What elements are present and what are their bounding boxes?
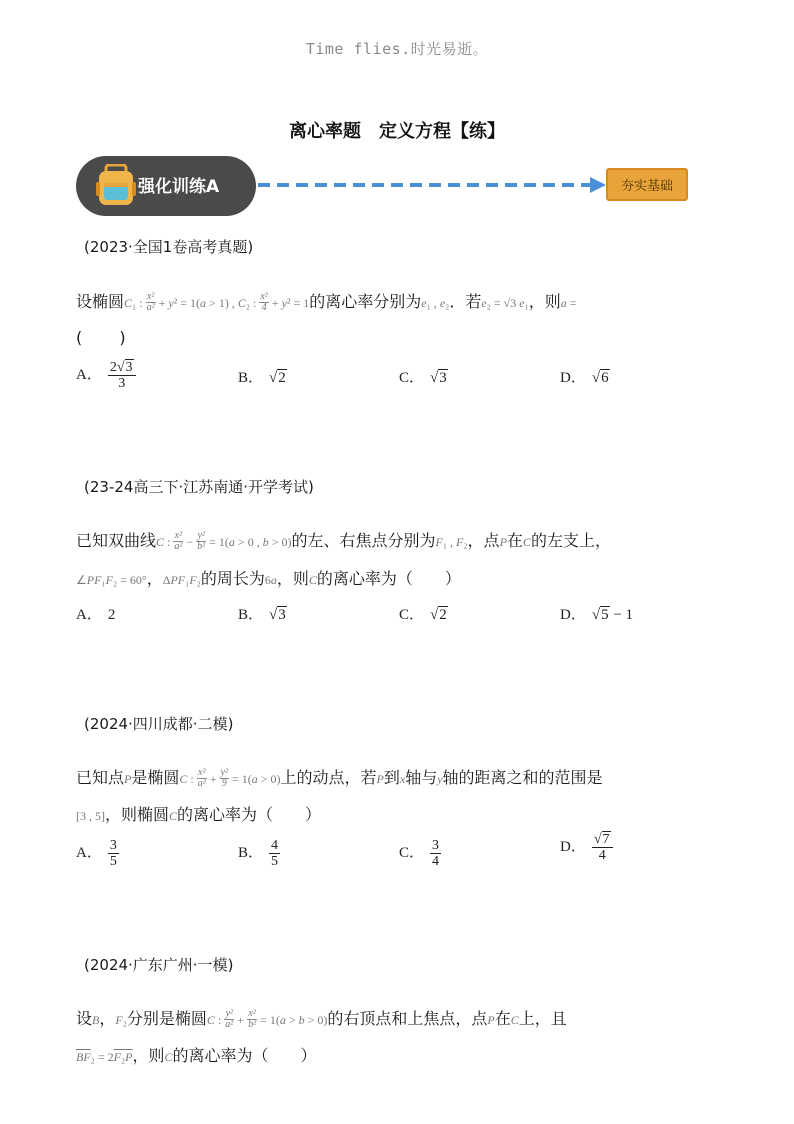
option-b[interactable]: B． √3: [238, 607, 286, 623]
option-a[interactable]: A． $\frac{2√3}{3}$: [76, 360, 136, 392]
option-d[interactable]: D． √5 − 1: [560, 607, 634, 623]
option-c[interactable]: C． √2: [399, 607, 447, 623]
question-source: (2024·四川成都·二模): [84, 715, 234, 733]
backpack-icon: [96, 164, 138, 208]
question-source: (2023·全国1卷高考真题): [84, 238, 254, 256]
answer-blank: ( ): [76, 328, 126, 347]
option-c[interactable]: C． $\frac{3}{4}$: [399, 838, 440, 870]
question-source: (2024·广东广州·一模): [84, 956, 234, 974]
question-stem-line2: ∠PF₁F₂ = 60°，ΔPF₁F₂的周长为6a，则C的离心率为（ ）: [76, 569, 461, 588]
option-d[interactable]: D． √6: [560, 370, 609, 386]
dashed-arrow: [256, 174, 608, 196]
option-b[interactable]: B． √2: [238, 370, 286, 386]
question-stem-line2: [3 , 5]，则椭圆C的离心率为（ ）: [76, 805, 322, 824]
question-stem: 已知双曲线C : $\frac{\text{x²}}{\text{a²}}$ − $\frac{\text{y²}}{\text{b²}}$ = 1(a > 0 , b > 0)的左、右焦点分别为F₁ , F₂，点P在C的左支上，: [76, 530, 611, 552]
banner-label: 强化训练A: [138, 177, 220, 197]
question-stem-line2: $\overline{BF}_2 = 2\overline{F}_2\overline{P}$，则C的离心率为（ ）: [76, 1046, 317, 1065]
question-source: (23-24高三下·江苏南通·开学考试): [84, 478, 314, 496]
question-stem: 设B，F₂分别是椭圆C : $\frac{\text{y²}}{\text{a²}}$ + $\frac{\text{x²}}{\text{b²}}$ = 1(a > b > 0)的右顶点和上焦点，点P在C上，且: [76, 1008, 567, 1030]
question-stem: 已知点P是椭圆C : $\frac{\text{x²}}{\text{a²}}$ + $\frac{\text{y²}}{9}$ = 1(a > 0)上的动点，若P到x轴与y轴的距离之和的范围是: [76, 767, 603, 789]
option-a[interactable]: A． $\frac{3}{5}$: [76, 838, 117, 870]
question-stem: 设椭圆C₁ : $\frac{\text{x²}}{\text{a²}}$ + y² = 1(a > 1) , C₂ : $\frac{\text{x²}}{4}$ + y² = 1的离心率分别为e₁ , e₂．若e₂ = √3 e₁，则a =: [76, 291, 577, 313]
banner-tag: 夯实基础: [606, 168, 688, 201]
option-b[interactable]: B． $\frac{4}{5}$: [238, 838, 279, 870]
option-a[interactable]: A． 2: [76, 607, 116, 623]
header-note: Time flies.时光易逝。: [305, 40, 489, 58]
page-title: 离心率题 定义方程【练】: [289, 121, 505, 142]
option-c[interactable]: C． √3: [399, 370, 447, 386]
option-d[interactable]: D． $\frac{√7}{4}$: [560, 832, 613, 864]
